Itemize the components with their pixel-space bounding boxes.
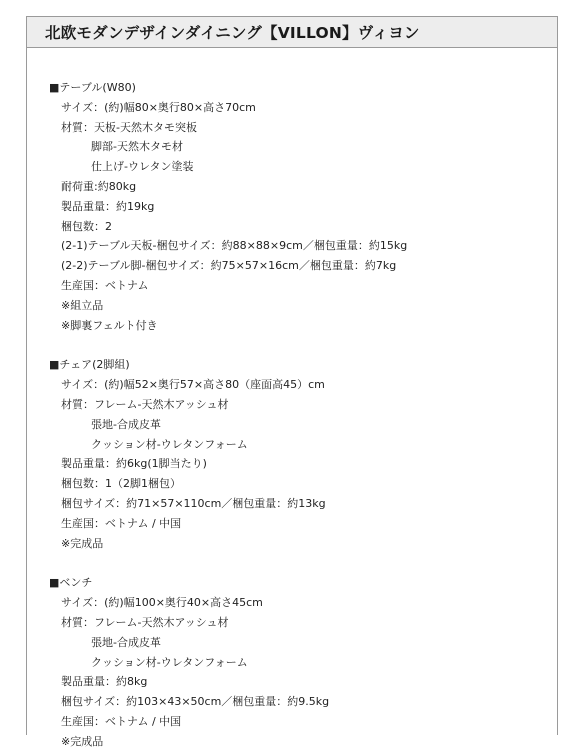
spec-line: 耐荷重:約80kg [61,179,137,193]
spec-line: 製品重量：約19kg [61,199,155,213]
spec-line: 梱包数：2 [61,219,112,233]
spec-line: ※完成品 [61,536,104,550]
spec-line: ※組立品 [61,298,104,312]
spec-line: 材質：天板-天然木タモ突板 [61,120,197,134]
title-bar [27,16,557,48]
section-heading-chair: ■チェア(2脚組) [49,358,130,372]
chair-spec-section [49,355,557,553]
spec-line: 製品重量：約8kg [61,675,148,689]
spec-line: 生産国：ベトナム / 中国 [61,714,182,728]
spec-content [27,48,557,752]
spec-line: 張地-合成皮革 [91,417,161,431]
spec-panel [26,16,558,748]
spec-line: 脚部-天然木タモ材 [91,140,183,154]
spec-line: 製品重量：約6kg(1脚当たり) [61,457,207,471]
spec-line: サイズ：(約)幅100×奥行40×高さ45cm [61,596,263,610]
spec-line: クッション材-ウレタンフォーム [91,437,248,451]
spec-line: 仕上げ-ウレタン塗装 [91,160,194,174]
spec-line: 梱包数：1（2脚1梱包） [61,477,181,491]
spec-line: 梱包サイズ：約103×43×50cm／梱包重量：約9.5kg [61,695,330,709]
page-title: 北欧モダンデザインダイニング【VILLON】ヴィヨン [45,24,420,42]
spec-line: ※完成品 [61,734,104,748]
spec-line: ※脚裏フェルト付き [61,318,158,332]
spec-line: サイズ：(約)幅52×奥行57×高さ80（座面高45）cm [61,378,325,392]
spec-line: 材質：フレーム-天然木アッシュ材 [61,615,229,629]
spec-line: クッション材-ウレタンフォーム [91,655,248,669]
spec-line: サイズ：(約)幅80×奥行80×高さ70cm [61,100,256,114]
spec-line: 張地-合成皮革 [91,635,161,649]
spec-line: 生産国：ベトナム / 中国 [61,516,182,530]
section-heading-bench: ■ベンチ [49,576,93,590]
table-spec-section [49,78,557,335]
spec-line: (2-2)テーブル脚-梱包サイズ：約75×57×16cm／梱包重量：約7kg [61,259,397,273]
bench-spec-section [49,573,557,751]
section-heading-table: ■テーブル(W80) [49,81,136,94]
spec-line: 生産国：ベトナム [61,278,149,292]
spec-line: 材質：フレーム-天然木アッシュ材 [61,397,229,411]
spec-line: 梱包サイズ：約71×57×110cm／梱包重量：約13kg [61,496,326,510]
spec-line: (2-1)テーブル天板-梱包サイズ：約88×88×9cm／梱包重量：約15kg [61,239,408,253]
